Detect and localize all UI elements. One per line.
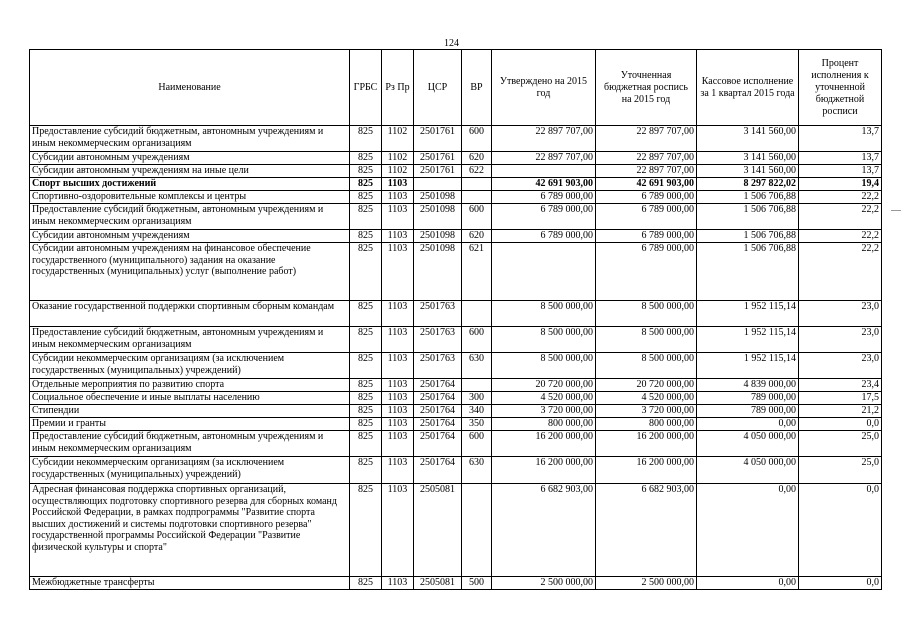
cell-approved: 4 520 000,00 (492, 392, 596, 405)
cell-grbs: 825 (350, 327, 382, 353)
cell-rzpr: 1103 (382, 484, 414, 577)
cell-vr (462, 379, 492, 392)
cell-approved: 16 200 000,00 (492, 457, 596, 484)
cell-approved: 6 682 903,00 (492, 484, 596, 577)
cell-approved: 3 720 000,00 (492, 405, 596, 418)
cell-refined: 8 500 000,00 (596, 353, 697, 379)
cell-grbs: 825 (350, 178, 382, 191)
cell-rzpr: 1103 (382, 418, 414, 431)
cell-refined: 20 720 000,00 (596, 379, 697, 392)
cell-name: Оказание государственной поддержки спортивным сборным командам (30, 301, 350, 327)
cell-approved: 22 897 707,00 (492, 152, 596, 165)
table-row (30, 204, 882, 230)
cell-cash: 3 141 560,00 (697, 152, 799, 165)
cell-refined: 6 789 000,00 (596, 230, 697, 243)
cell-grbs: 825 (350, 230, 382, 243)
cell-refined: 8 500 000,00 (596, 327, 697, 353)
cell-name: Межбюджетные трансферты (30, 577, 350, 590)
table-row (30, 392, 882, 405)
cell-approved (492, 243, 596, 301)
cell-cash: 1 506 706,88 (697, 243, 799, 301)
cell-vr: 340 (462, 405, 492, 418)
header-row (30, 50, 882, 126)
cell-grbs: 825 (350, 577, 382, 590)
cell-name: Субсидии автономным учреждениям (30, 152, 350, 165)
cell-percent: 23,0 (799, 301, 882, 327)
col-header-name: Наименование (30, 50, 350, 126)
cell-cash: 0,00 (697, 577, 799, 590)
cell-refined: 6 789 000,00 (596, 204, 697, 230)
cell-cash: 4 050 000,00 (697, 457, 799, 484)
cell-vr: 620 (462, 230, 492, 243)
cell-approved: 16 200 000,00 (492, 431, 596, 457)
cell-vr: 300 (462, 392, 492, 405)
cell-approved: 42 691 903,00 (492, 178, 596, 191)
cell-vr (462, 191, 492, 204)
cell-cash: 1 506 706,88 (697, 230, 799, 243)
cell-rzpr: 1103 (382, 178, 414, 191)
cell-name: Спорт высших достижений (30, 178, 350, 191)
table-row (30, 178, 882, 191)
cell-grbs: 825 (350, 431, 382, 457)
cell-csr: 2505081 (414, 484, 462, 577)
col-header-grbs: ГРБС (350, 50, 382, 126)
table-row (30, 191, 882, 204)
cell-name: Спортивно-оздоровительные комплексы и центры (30, 191, 350, 204)
cell-percent: 23,0 (799, 353, 882, 379)
cell-csr: 2501098 (414, 191, 462, 204)
cell-rzpr: 1102 (382, 152, 414, 165)
cell-rzpr: 1103 (382, 392, 414, 405)
cell-approved: 20 720 000,00 (492, 379, 596, 392)
table-row (30, 152, 882, 165)
budget-table (29, 49, 882, 590)
cell-percent: 13,7 (799, 152, 882, 165)
cell-percent: 22,2 (799, 230, 882, 243)
cell-refined: 22 897 707,00 (596, 152, 697, 165)
cell-vr: 600 (462, 204, 492, 230)
cell-grbs: 825 (350, 204, 382, 230)
cell-approved: 6 789 000,00 (492, 204, 596, 230)
cell-cash: 1 952 115,14 (697, 301, 799, 327)
cell-approved (492, 165, 596, 178)
cell-cash: 3 141 560,00 (697, 126, 799, 152)
cell-approved: 8 500 000,00 (492, 301, 596, 327)
cell-cash: 789 000,00 (697, 405, 799, 418)
cell-percent: 22,2 (799, 243, 882, 301)
cell-grbs: 825 (350, 165, 382, 178)
cell-csr: 2501763 (414, 353, 462, 379)
col-header-rzpr: Рз Пр (382, 50, 414, 126)
cell-cash: 1 506 706,88 (697, 191, 799, 204)
cell-percent: 19,4 (799, 178, 882, 191)
cell-vr: 630 (462, 457, 492, 484)
cell-cash: 1 952 115,14 (697, 353, 799, 379)
table-row (30, 301, 882, 327)
col-header-vr: ВР (462, 50, 492, 126)
cell-csr: 2501098 (414, 204, 462, 230)
cell-cash: 1 952 115,14 (697, 327, 799, 353)
cell-csr: 2501764 (414, 392, 462, 405)
cell-grbs: 825 (350, 126, 382, 152)
cell-approved: 8 500 000,00 (492, 327, 596, 353)
table-row (30, 243, 882, 301)
cell-cash: 8 297 822,02 (697, 178, 799, 191)
cell-approved: 8 500 000,00 (492, 353, 596, 379)
cell-rzpr: 1103 (382, 301, 414, 327)
cell-rzpr: 1103 (382, 243, 414, 301)
cell-rzpr: 1102 (382, 126, 414, 152)
cell-csr: 2501761 (414, 165, 462, 178)
cell-csr: 2501764 (414, 379, 462, 392)
table-row (30, 484, 882, 577)
cell-cash: 789 000,00 (697, 392, 799, 405)
cell-csr: 2501761 (414, 152, 462, 165)
cell-cash: 1 506 706,88 (697, 204, 799, 230)
cell-vr: 500 (462, 577, 492, 590)
cell-csr: 2501764 (414, 431, 462, 457)
table-row (30, 577, 882, 590)
cell-vr: 621 (462, 243, 492, 301)
cell-percent: 13,7 (799, 126, 882, 152)
cell-rzpr: 1103 (382, 327, 414, 353)
cell-percent: 17,5 (799, 392, 882, 405)
cell-rzpr: 1103 (382, 431, 414, 457)
cell-csr: 2501098 (414, 243, 462, 301)
cell-csr (414, 178, 462, 191)
cell-percent: 23,4 (799, 379, 882, 392)
cell-cash: 0,00 (697, 418, 799, 431)
cell-name: Стипендии (30, 405, 350, 418)
cell-grbs: 825 (350, 379, 382, 392)
cell-rzpr: 1103 (382, 457, 414, 484)
table-row (30, 418, 882, 431)
cell-cash: 4 050 000,00 (697, 431, 799, 457)
col-header-percent: Процент исполнения к уточненной бюджетной росписи (799, 50, 882, 126)
cell-grbs: 825 (350, 301, 382, 327)
cell-grbs: 825 (350, 405, 382, 418)
cell-vr: 620 (462, 152, 492, 165)
cell-rzpr: 1103 (382, 379, 414, 392)
cell-csr: 2501761 (414, 126, 462, 152)
cell-percent: 13,7 (799, 165, 882, 178)
cell-percent: 0,0 (799, 484, 882, 577)
cell-grbs: 825 (350, 243, 382, 301)
cell-grbs: 825 (350, 457, 382, 484)
table-row (30, 126, 882, 152)
cell-vr: 350 (462, 418, 492, 431)
table-row (30, 165, 882, 178)
cell-percent: 0,0 (799, 577, 882, 590)
table-row (30, 327, 882, 353)
page-number: 124 (444, 38, 459, 49)
cell-vr: 600 (462, 431, 492, 457)
cell-percent: 22,2 (799, 191, 882, 204)
cell-refined: 22 897 707,00 (596, 126, 697, 152)
cell-grbs: 825 (350, 191, 382, 204)
cell-refined: 6 682 903,00 (596, 484, 697, 577)
cell-percent: 0,0 (799, 418, 882, 431)
cell-refined: 16 200 000,00 (596, 431, 697, 457)
cell-percent: 23,0 (799, 327, 882, 353)
cell-grbs: 825 (350, 484, 382, 577)
cell-vr (462, 301, 492, 327)
cell-name: Субсидии автономным учреждениям на иные цели (30, 165, 350, 178)
col-header-csr: ЦСР (414, 50, 462, 126)
cell-percent: 25,0 (799, 457, 882, 484)
table-row (30, 405, 882, 418)
cell-rzpr: 1102 (382, 165, 414, 178)
col-header-refined: Уточненная бюджетная роспись на 2015 год (596, 50, 697, 126)
cell-csr: 2501763 (414, 327, 462, 353)
cell-grbs: 825 (350, 353, 382, 379)
cell-percent: 22,2 (799, 204, 882, 230)
cell-vr: 600 (462, 126, 492, 152)
cell-refined: 2 500 000,00 (596, 577, 697, 590)
cell-approved: 6 789 000,00 (492, 191, 596, 204)
cell-name: Премии и гранты (30, 418, 350, 431)
cell-name: Субсидии автономным учреждениям на финансовое обеспечение государственного (муниципального) задания на оказание государственных (муниципальных) услуг (выполнение работ) (30, 243, 350, 301)
table-row (30, 353, 882, 379)
cell-csr: 2501763 (414, 301, 462, 327)
cell-approved: 6 789 000,00 (492, 230, 596, 243)
cell-cash: 3 141 560,00 (697, 165, 799, 178)
cell-vr: 630 (462, 353, 492, 379)
table-row (30, 431, 882, 457)
cell-approved: 22 897 707,00 (492, 126, 596, 152)
cell-refined: 42 691 903,00 (596, 178, 697, 191)
cell-name: Социальное обеспечение и иные выплаты населению (30, 392, 350, 405)
cell-csr: 2501098 (414, 230, 462, 243)
cell-vr (462, 178, 492, 191)
table-row (30, 379, 882, 392)
cell-cash: 0,00 (697, 484, 799, 577)
cell-refined: 22 897 707,00 (596, 165, 697, 178)
cell-grbs: 825 (350, 152, 382, 165)
cell-approved: 2 500 000,00 (492, 577, 596, 590)
cell-refined: 6 789 000,00 (596, 243, 697, 301)
cell-vr: 622 (462, 165, 492, 178)
cell-refined: 4 520 000,00 (596, 392, 697, 405)
col-header-cash: Кассовое исполнение за 1 квартал 2015 года (697, 50, 799, 126)
cell-name: Предоставление субсидий бюджетным, автономным учреждениям и иным некоммерческим организациям (30, 431, 350, 457)
cell-refined: 800 000,00 (596, 418, 697, 431)
cell-name: Отдельные мероприятия по развитию спорта (30, 379, 350, 392)
cell-refined: 8 500 000,00 (596, 301, 697, 327)
cell-name: Субсидии некоммерческим организациям (за исключением государственных (муниципальных) учреждений) (30, 353, 350, 379)
cell-rzpr: 1103 (382, 405, 414, 418)
cell-name: Субсидии некоммерческим организациям (за исключением государственных (муниципальных) учреждений) (30, 457, 350, 484)
cell-rzpr: 1103 (382, 191, 414, 204)
cell-name: Предоставление субсидий бюджетным, автономным учреждениям и иным некоммерческим организациям (30, 204, 350, 230)
cell-grbs: 825 (350, 418, 382, 431)
table-row (30, 457, 882, 484)
cell-csr: 2501764 (414, 405, 462, 418)
cell-vr: 600 (462, 327, 492, 353)
cell-refined: 6 789 000,00 (596, 191, 697, 204)
cell-rzpr: 1103 (382, 204, 414, 230)
edge-mark (891, 210, 901, 211)
cell-cash: 4 839 000,00 (697, 379, 799, 392)
cell-refined: 16 200 000,00 (596, 457, 697, 484)
cell-csr: 2501764 (414, 457, 462, 484)
cell-name: Субсидии автономным учреждениям (30, 230, 350, 243)
cell-csr: 2505081 (414, 577, 462, 590)
cell-name: Адресная финансовая поддержка спортивных организаций, осуществляющих подготовку спортивного резерва для сборных команд Российской Федерации, в рамках подпрограммы "Развитие спорта высших достижений и системы подготовки спортивного резерва" государственной программы Российской Федерации "Развитие физической культуры и спорта" (30, 484, 350, 577)
cell-refined: 3 720 000,00 (596, 405, 697, 418)
cell-csr: 2501764 (414, 418, 462, 431)
cell-rzpr: 1103 (382, 353, 414, 379)
cell-vr (462, 484, 492, 577)
cell-name: Предоставление субсидий бюджетным, автономным учреждениям и иным некоммерческим организациям (30, 327, 350, 353)
table-row (30, 230, 882, 243)
cell-rzpr: 1103 (382, 577, 414, 590)
col-header-approved: Утверждено на 2015 год (492, 50, 596, 126)
cell-rzpr: 1103 (382, 230, 414, 243)
cell-percent: 25,0 (799, 431, 882, 457)
cell-grbs: 825 (350, 392, 382, 405)
cell-name: Предоставление субсидий бюджетным, автономным учреждениям и иным некоммерческим организациям (30, 126, 350, 152)
cell-approved: 800 000,00 (492, 418, 596, 431)
cell-percent: 21,2 (799, 405, 882, 418)
